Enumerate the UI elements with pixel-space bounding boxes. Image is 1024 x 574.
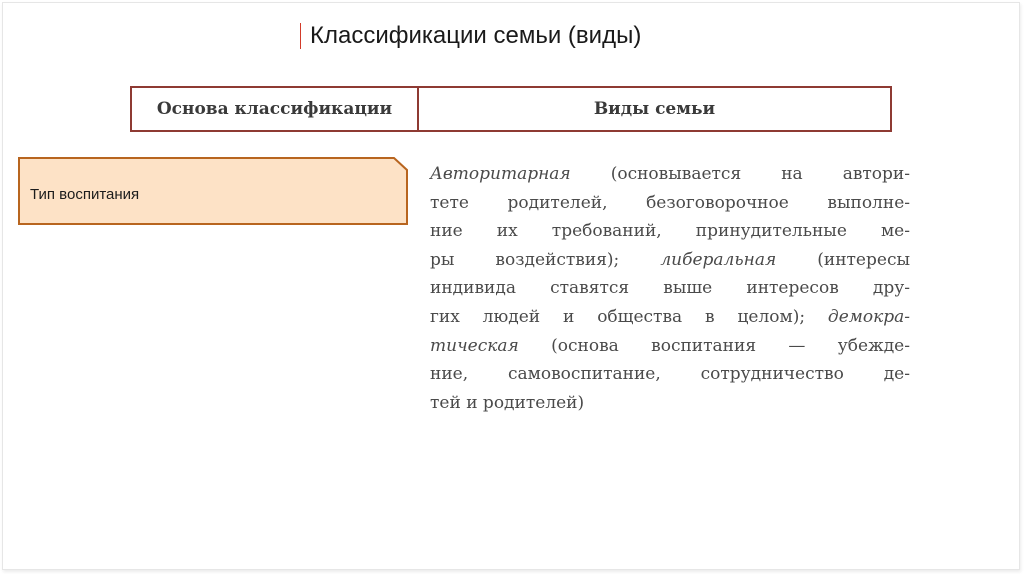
description-text: (основывается на автори- <box>570 164 910 184</box>
family-type-term: либеральная <box>660 249 777 270</box>
description-text: тете родителей, безоговорочное выполне- <box>430 192 910 213</box>
basis-label: Тип воспитания <box>30 186 140 203</box>
description-text: гих людей и общества в целом); <box>430 306 828 327</box>
description-line <box>430 274 910 303</box>
family-types-description <box>430 160 910 417</box>
description-line <box>430 189 910 218</box>
family-type-term: Авторитарная <box>430 164 571 184</box>
description-line <box>430 246 910 275</box>
description-text: индивида ставятся выше интересов дру- <box>430 278 910 299</box>
description-line <box>430 389 910 418</box>
family-type-term: тическая <box>430 335 519 356</box>
upbringing-type-box <box>18 157 408 225</box>
description-line <box>430 332 910 361</box>
description-text: (интересы <box>776 249 910 270</box>
description-line <box>430 303 910 332</box>
description-line <box>430 160 910 189</box>
description-line <box>430 360 910 389</box>
title-bar <box>300 20 641 52</box>
slide-title: Классификации семьи (виды) <box>310 22 642 49</box>
description-text: (основа воспитания — убежде- <box>518 335 910 356</box>
description-text: тей и родителей) <box>430 392 585 413</box>
description-text: ние, самовоспитание, сотрудничество де- <box>430 364 910 385</box>
header-col-family-types: Виды семьи <box>593 99 716 119</box>
description-text: ние их требований, принудительные ме- <box>430 221 910 242</box>
description-line <box>430 217 910 246</box>
description-text: ры воздействия); <box>430 249 661 270</box>
title-accent-bar <box>300 23 301 49</box>
classification-header-table <box>130 86 892 132</box>
family-type-term: демокра- <box>827 306 910 327</box>
header-col-basis: Основа классификации <box>132 88 419 130</box>
